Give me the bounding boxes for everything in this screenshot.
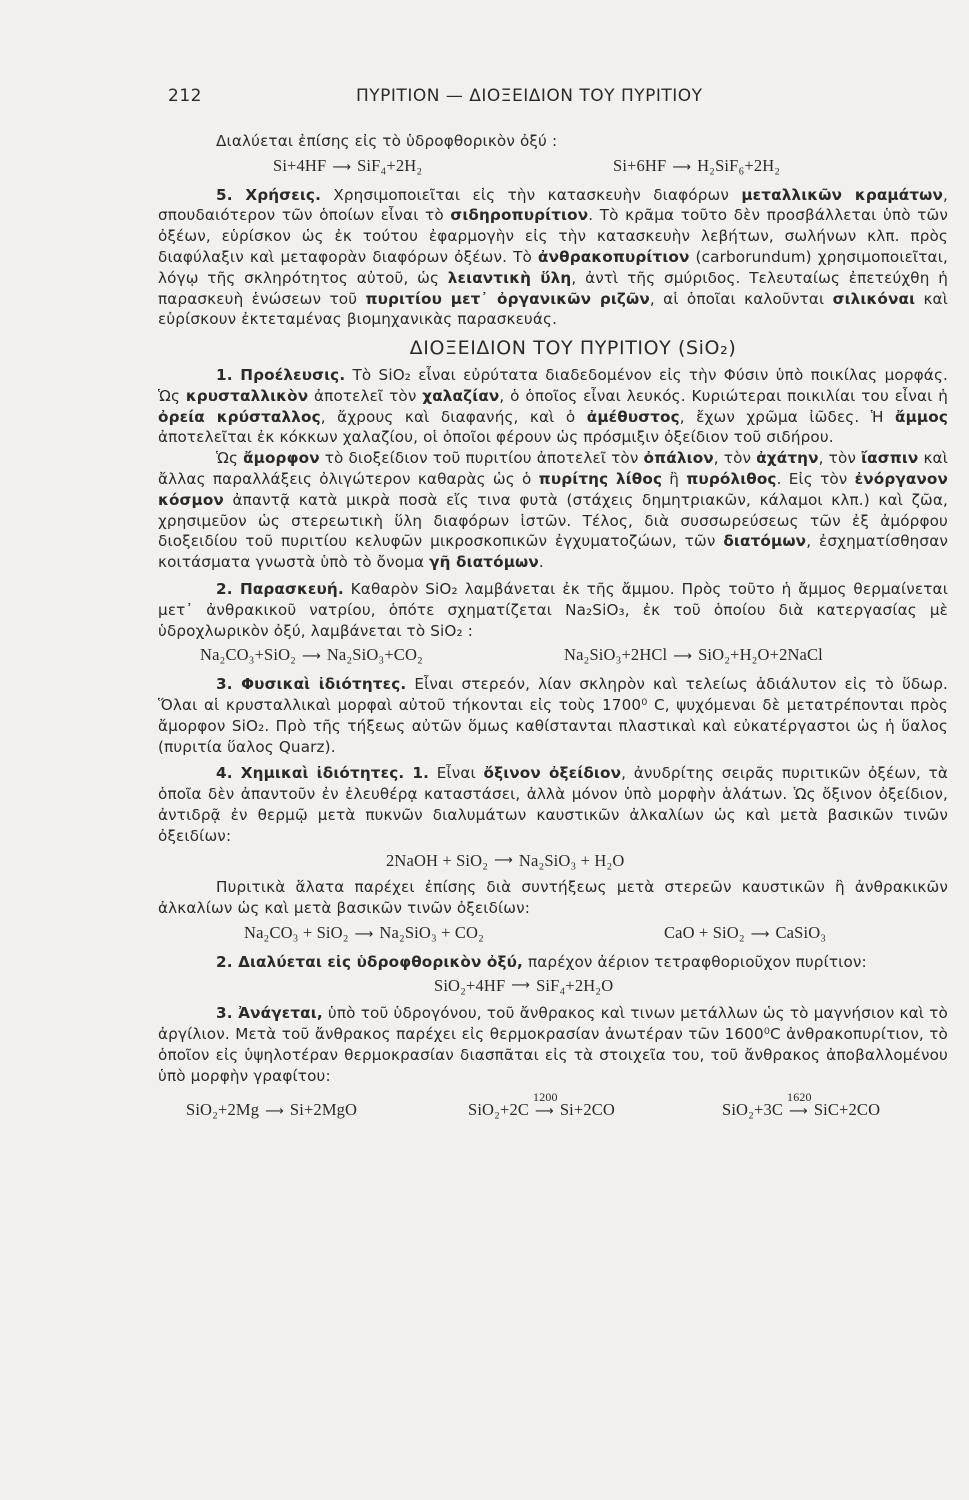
equation-2c: SiO₂+2C 1200 ⟶ Si+2CO xyxy=(468,1100,722,1123)
uses-paragraph: 5. Χρήσεις. Χρησιμοποιεῖται εἰς τὴν κατασκευὴν διαφόρων μεταλλικῶν κραμάτων, σπουδαιότερον τῶν ὁποίων εἶναι τὸ σιδηροπυρίτιον. Τὸ κρᾶμα τοῦτο δὲν προσβάλλεται ὑπὸ τῶν ὀξέων, εὑρίσκον ὡς ἐκ τούτου ἐφαρμογὴν εἰς τὴν κατασκευὴν λεβήτων, σωλήνων κλπ. πρὸς διαφύλαξιν καὶ μεταφορὰν διαφόρων ὀξέων. Τὸ ἀνθρακοπυρίτιον (carborundum) χρησιμοποιεῖται, λόγῳ τῆς σκληρότητος αὐτοῦ, ὡς λειαντικὴ ὕλη, ἀντὶ τῆς σμύριδος. Τελευταίως ἐπετεύχθη ἡ παρασκευὴ ἑνώσεων τοῦ πυριτίου μετ᾽ ὀργανικῶν ριζῶν, αἱ ὁποῖαι καλοῦνται σιλικόναι καὶ εὑρίσκουν ἐκτεταμένας βιομηχανικὰς παρασκευάς. xyxy=(158,185,949,329)
reduction-label: 3. Ἀνάγεται, xyxy=(216,1004,323,1023)
reduction-equations xyxy=(158,1090,948,1123)
equation-na2sio3-hcl: Na₂SiO₃+2HCl ⟶ SiO₂+H₂O+2NaCl xyxy=(564,645,823,665)
preparation-label: 2. Παρασκευή. xyxy=(216,579,344,598)
page-body xyxy=(158,131,948,1129)
uses-label: 5. Χρήσεις. xyxy=(216,185,321,204)
equation-si-hf: Si+4HF ⟶ SiF₄+2H₂ xyxy=(273,155,423,175)
chemical-paragraph: 4. Χημικαὶ ἰδιότητες. 1. Εἶναι ὄξινον ὀξείδιον, ἀνυδρίτης σειρᾶς πυριτικῶν ὀξέων, τὰ ὁποῖα δὲν ἀπαντοῦν ἐν ἐλευθέρᾳ καταστάσει, ἀλλὰ μόνον ὑπὸ μορφὴν ἁλάτων. Ὡς ὄξινον ὀξείδιον, ἀντιδρᾷ ἐν θερμῷ μετὰ πυκνῶν διαλυμάτων καυστικῶν ἀλκαλίων ὡς καὶ μετὰ βασικῶν τινῶν ὀξειδίων: xyxy=(158,764,949,845)
intro-equations xyxy=(158,156,948,179)
page-number: 212 xyxy=(168,86,202,106)
temperature-1620: 1620 xyxy=(787,1090,812,1105)
temperature-1200: 1200 xyxy=(533,1090,558,1105)
hf-label: 2. Διαλύεται εἰς ὑδροφθορικὸν ὀξύ, xyxy=(216,952,523,971)
equation-mg: SiO₂+2Mg ⟶ Si+2MgO xyxy=(186,1100,358,1120)
reduction-paragraph: 3. Ἀνάγεται, ὑπὸ τοῦ ὑδρογόνου, τοῦ ἄνθρακος καὶ τινων μετάλλων ὡς τὸ μαγνήσιον καὶ τὸ ἀργίλιον. Μετὰ τοῦ ἄνθρακος παρέχει εἰς θερμοκρασίαν ἀνωτέραν τῶν 1600⁰C ἀνθρακοπυρίτιον, τὸ ὁποῖον εἰς ὑψηλοτέραν θερμοκρασίαν διασπᾶται εἰς τὰ στοιχεῖα του, τοῦ ἄνθρακος ἀποβαλλομένου ὑπὸ μορφὴν γραφίτου: xyxy=(158,1004,948,1085)
fusion-equations xyxy=(158,923,948,946)
running-title: ΠΥΡΙΤΙΟΝ — ΔΙΟΞΕΙΔΙΟΝ ΤΟΥ ΠΥΡΙΤΙΟΥ xyxy=(356,86,703,106)
hf-paragraph: 2. Διαλύεται εἰς ὑδροφθορικὸν ὀξύ, παρέχον ἀέριον τετραφθοριοῦχον πυρίτιον: xyxy=(216,952,867,971)
preparation-equations xyxy=(158,645,948,668)
physical-paragraph: 3. Φυσικαὶ ἰδιότητες. Εἶναι στερεόν, λίαν σκληρὸν καὶ τελείως ἀδιάλυτον εἰς τὸ ὕδωρ. Ὅλαι αἱ κρυσταλλικαὶ μορφαὶ αὐτοῦ τήκονται εἰς τοὺς 1700⁰ C, ψυχόμεναι δὲ μετατρέπονται πρὸς ἄμορφον SiO₂. Πρὸ τῆς τήξεως αὐτῶν ὅμως καθίστανται πλαστικαὶ καὶ εὐκατέργαστοι ὡς ἡ ὕαλος (πυριτία ὕαλος Quarz). xyxy=(158,675,948,756)
equation-cao: CaO + SiO₂ ⟶ CaSiO₃ xyxy=(664,922,827,942)
equation-3c: SiO₂+3C 1620 ⟶ SiC+2CO xyxy=(722,1100,880,1123)
origin-paragraph: 1. Προέλευσις. Τὸ SiO₂ εἶναι εὐρύτατα διαδεδομένον εἰς τὴν Φύσιν ὑπὸ ποικίλας μορφάς. Ὡς κρυσταλλικὸν ἀποτελεῖ τὸν χαλαζίαν, ὁ ὁποῖος εἶναι λευκός. Κυριώτεραι ποικιλίαι του εἶναι ἡ ὀρεία κρύσταλλος, ἄχρους καὶ διαφανής, καὶ ὁ ἀμέθυστος, ἔχων χρῶμα ἰῶδες. Ἡ ἄμμος ἀποτελεῖται ἐκ κόκκων χαλαζίου, οἱ ὁποῖοι φέρουν ὡς πρόσμιξιν ὀξείδιον τοῦ σιδήρου. xyxy=(158,365,948,447)
preparation-paragraph: 2. Παρασκευή. Καθαρὸν SiO₂ λαμβάνεται ἐκ τῆς ἄμμου. Πρὸς τοῦτο ἡ ἄμμος θερμαίνεται μετ᾽ ἀνθρακικοῦ νατρίου, ὁπότε σχηματίζεται Na₂SiO₃, ἐκ τοῦ ὁποίου διὰ κατεργασίας μὲ ὑδροχλωρικὸν ὀξύ, λαμβάνεται τὸ SiO₂ : xyxy=(158,579,948,640)
equation-sio2-hf: SiO₂+4HF ⟶ SiF₄+2H₂O xyxy=(434,976,614,996)
chemical-label: 4. Χημικαὶ ἰδιότητες. 1. xyxy=(216,764,430,783)
equation-si-6hf: Si+6HF ⟶ H₂SiF₆+2H₂ xyxy=(613,155,781,175)
chemical-equation-naoh: 2NaOH + SiO₂ ⟶ Na₂SiO₃ + H₂O xyxy=(386,850,625,870)
origin-label: 1. Προέλευσις. xyxy=(216,365,346,384)
amorphous-paragraph: Ὡς ἄμορφον τὸ διοξείδιον τοῦ πυριτίου ἀποτελεῖ τὸν ὀπάλιον, τὸν ἀχάτην, τὸν ἴασπιν καὶ ἄλλας παραλλάξεις ὀλιγώτερον καθαρὰς ὡς ὁ πυρίτης λίθος ἢ πυρόλιθος. Εἰς τὸν ἐνόργανον κόσμον ἀπαντᾷ κατὰ μικρὰ ποσὰ εἴς τινα φυτὰ (στάχεις δημητριακῶν, κάλαμοι κλπ.) καὶ ζῶα, χρησιμεῦον ὡς στερεωτικὴ ὕλη διαφόρων ἱστῶν. Τέλος, διὰ συσσωρεύσεως τῶν ἐξ ἀμόρφου διοξειδίου τοῦ πυριτίου κελυφῶν μικροσκοπικῶν ἐγχυματοζώων, τῶν διατόμων, ἐσχηματίσθησαν κοιτάσματα γνωστὰ ὑπὸ τὸ ὄνομα γῆ διατόμων. xyxy=(158,449,949,572)
section-heading: ΔΙΟΞΕΙΔΙΟΝ ΤΟΥ ΠΥΡΙΤΙΟΥ (SiO₂) xyxy=(409,337,737,360)
fusion-paragraph: Πυριτικὰ ἅλατα παρέχει ἐπίσης διὰ συντήξεως μετὰ στερεῶν καυστικῶν ἢ ἀνθρακικῶν ἀλκαλίων ὡς καὶ μετὰ βασικῶν τινῶν ὀξειδίων: xyxy=(158,878,948,918)
equation-na2co3: Na₂CO₃+SiO₂ ⟶ Na₂SiO₃+CO₂ xyxy=(200,645,423,665)
physical-label: 3. Φυσικαὶ ἰδιότητες. xyxy=(216,675,407,694)
intro-line: Διαλύεται ἐπίσης εἰς τὸ ὑδροφθορικὸν ὀξύ : xyxy=(216,132,558,150)
equation-na2co3-fusion: Na₂CO₃ + SiO₂ ⟶ Na₂SiO₃ + CO₂ xyxy=(244,922,485,942)
